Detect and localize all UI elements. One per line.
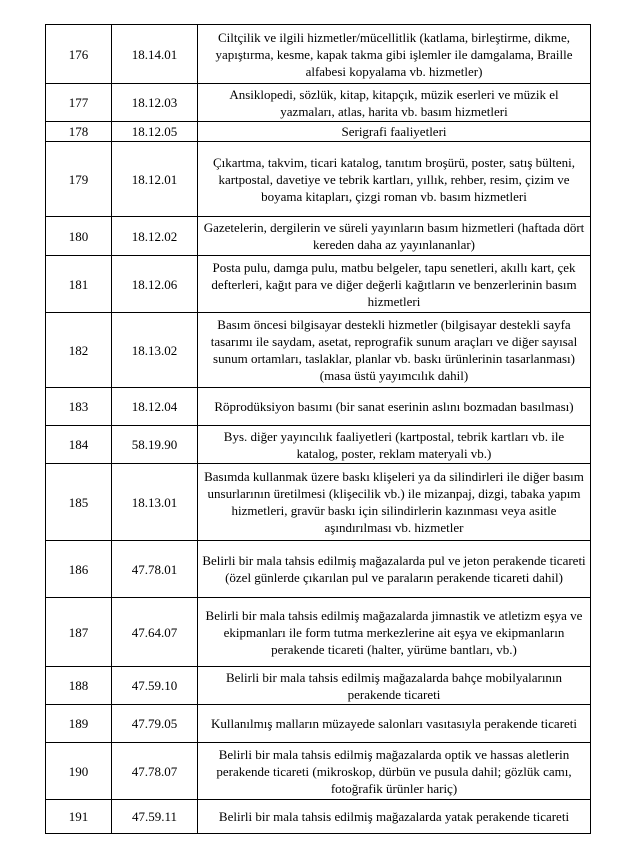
table-row xyxy=(46,217,591,256)
table-row xyxy=(46,743,591,800)
activity-description: Bys. diğer yayıncılık faaliyetleri (kartpostal, tebrik kartları vb. ile katalog, poster, reklam materyali vb.) xyxy=(198,426,591,464)
activity-description: Basım öncesi bilgisayar destekli hizmetler (bilgisayar destekli sayfa tasarımı ile saydam, asetat, reprografik sunum araçları ve diğer sayısal sunum ortamları, taslaklar, planlar vb. baskı ürünlerinin tasarlanması) (masa üstü yayımcılık dahil) xyxy=(198,313,591,388)
activity-description: Belirli bir mala tahsis edilmiş mağazalarda jimnastik ve atletizm eşya ve ekipmanları ile form tutma merkezlerine ait eşya ve ekipmanların perakende ticareti (halter, yürüme bantları, vb.) xyxy=(198,598,591,667)
activity-code: 18.12.04 xyxy=(112,388,198,426)
activity-code: 18.12.01 xyxy=(112,142,198,217)
table-row xyxy=(46,598,591,667)
table-row xyxy=(46,388,591,426)
activity-code: 18.12.03 xyxy=(112,84,198,122)
table-row xyxy=(46,541,591,598)
table-row xyxy=(46,426,591,464)
activity-description: Kullanılmış malların müzayede salonları vasıtasıyla perakende ticareti xyxy=(198,705,591,743)
table-row xyxy=(46,256,591,313)
activity-code: 58.19.90 xyxy=(112,426,198,464)
table-row xyxy=(46,313,591,388)
activity-code: 18.14.01 xyxy=(112,25,198,84)
activity-description: Röprodüksiyon basımı (bir sanat eserinin aslını bozmadan basılması) xyxy=(198,388,591,426)
row-number: 191 xyxy=(46,800,112,834)
activity-code: 18.12.06 xyxy=(112,256,198,313)
row-number: 185 xyxy=(46,464,112,541)
row-number: 176 xyxy=(46,25,112,84)
table-row xyxy=(46,464,591,541)
activity-code: 18.12.05 xyxy=(112,122,198,142)
activity-code: 18.12.02 xyxy=(112,217,198,256)
row-number: 190 xyxy=(46,743,112,800)
activity-description: Gazetelerin, dergilerin ve süreli yayınların basım hizmetleri (haftada dört kereden daha az yayınlananlar) xyxy=(198,217,591,256)
activity-code: 47.59.11 xyxy=(112,800,198,834)
activity-description: Ansiklopedi, sözlük, kitap, kitapçık, müzik eserleri ve müzik el yazmaları, atlas, harita vb. basım hizmetleri xyxy=(198,84,591,122)
activity-code: 18.13.02 xyxy=(112,313,198,388)
row-number: 182 xyxy=(46,313,112,388)
activity-description: Belirli bir mala tahsis edilmiş mağazalarda bahçe mobilyalarının perakende ticareti xyxy=(198,667,591,705)
row-number: 183 xyxy=(46,388,112,426)
activity-code: 47.64.07 xyxy=(112,598,198,667)
activity-description: Serigrafi faaliyetleri xyxy=(198,122,591,142)
table-row xyxy=(46,122,591,142)
activity-code: 47.59.10 xyxy=(112,667,198,705)
row-number: 180 xyxy=(46,217,112,256)
table-row xyxy=(46,667,591,705)
activity-code: 18.13.01 xyxy=(112,464,198,541)
row-number: 184 xyxy=(46,426,112,464)
activity-code: 47.78.01 xyxy=(112,541,198,598)
row-number: 179 xyxy=(46,142,112,217)
table-row xyxy=(46,84,591,122)
table-row xyxy=(46,142,591,217)
row-number: 187 xyxy=(46,598,112,667)
activity-code: 47.78.07 xyxy=(112,743,198,800)
row-number: 178 xyxy=(46,122,112,142)
table-row xyxy=(46,800,591,834)
activity-description: Ciltçilik ve ilgili hizmetler/mücellitlik (katlama, birleştirme, dikme, yapıştırma, kesme, kapak takma gibi işlemler ile damgalama, Braille alfabesi kopyalama vb. hizmetler) xyxy=(198,25,591,84)
activity-description: Belirli bir mala tahsis edilmiş mağazalarda pul ve jeton perakende ticareti (özel günlerde çıkarılan pul ve paraların perakende ticareti dahil) xyxy=(198,541,591,598)
row-number: 181 xyxy=(46,256,112,313)
activity-code-table xyxy=(45,24,591,834)
activity-description: Posta pulu, damga pulu, matbu belgeler, tapu senetleri, akıllı kart, çek defterleri, kağıt para ve diğer değerli kağıtların ve benzerlerinin basım hizmetleri xyxy=(198,256,591,313)
table-row xyxy=(46,25,591,84)
activity-description: Çıkartma, takvim, ticari katalog, tanıtım broşürü, poster, satış bülteni, kartpostal, davetiye ve tebrik kartları, yıllık, rehber, resim, çizim ve boyama kitapları, çizgi roman vb. basım hizmetleri xyxy=(198,142,591,217)
row-number: 186 xyxy=(46,541,112,598)
table-row xyxy=(46,705,591,743)
activity-description: Belirli bir mala tahsis edilmiş mağazalarda optik ve hassas aletlerin perakende ticareti (mikroskop, dürbün ve pusula dahil; gözlük camı, fotoğrafik ürünler hariç) xyxy=(198,743,591,800)
table-body xyxy=(46,25,591,834)
activity-code: 47.79.05 xyxy=(112,705,198,743)
activity-description: Belirli bir mala tahsis edilmiş mağazalarda yatak perakende ticareti xyxy=(198,800,591,834)
row-number: 189 xyxy=(46,705,112,743)
activity-description: Basımda kullanmak üzere baskı klişeleri ya da silindirleri ile diğer basım unsurlarının üretilmesi (klişecilik vb.) ile mizanpaj, dizgi, tabaka yapım hizmetleri, gravür baskı için silindirlerin kazınması veya asitle aşındırılması vb. hizmetler xyxy=(198,464,591,541)
row-number: 177 xyxy=(46,84,112,122)
row-number: 188 xyxy=(46,667,112,705)
